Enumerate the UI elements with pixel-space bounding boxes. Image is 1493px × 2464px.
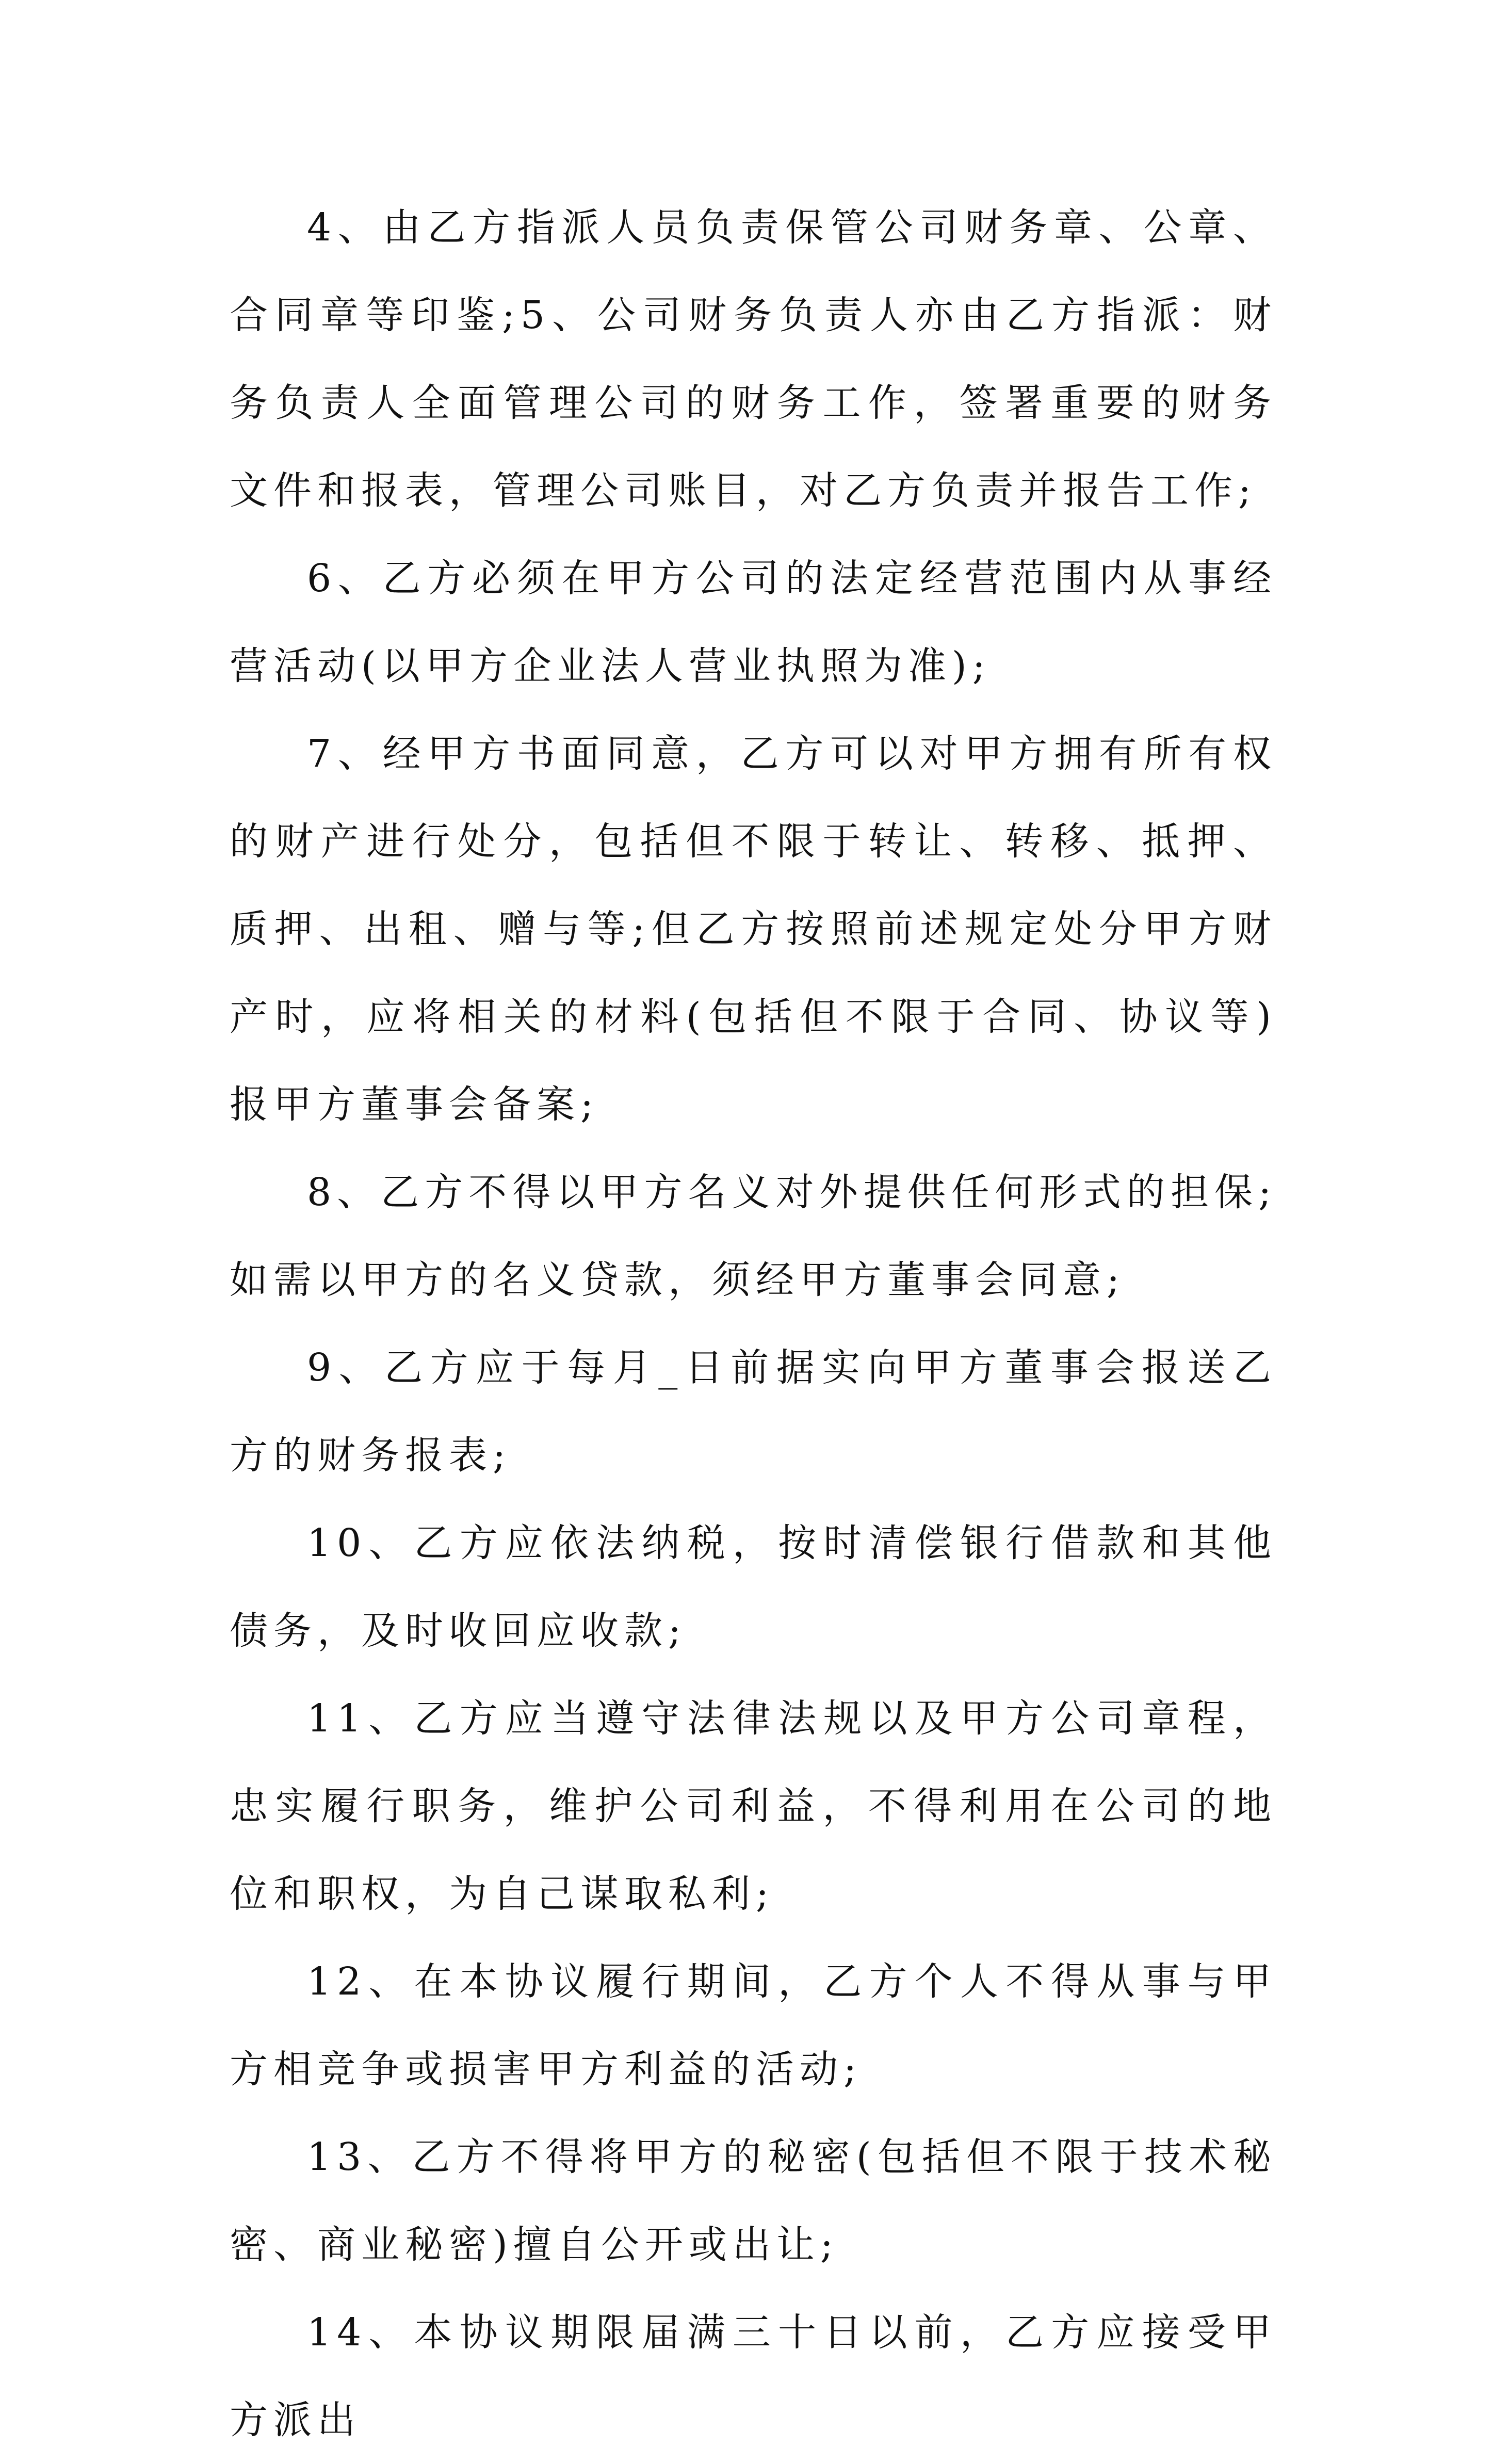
clause-7: 7、经甲方书面同意，乙方可以对甲方拥有所有权的财产进行处分，包括但不限于转让、转移、抵押、质押、出租、赠与等;但乙方按照前述规定处分甲方财产时，应将相关的材料(包括但不限于合同、协议等)报甲方董事会备案; [230,732,1277,1127]
clause-4-5: 4、由乙方指派人员负责保管公司财务章、公章、合同章等印鉴;5、公司财务负责人亦由乙方指派：财务负责人全面管理公司的财务工作，签署重要的财务文件和报表，管理公司账目，对乙方负责并报告工作; [230,205,1277,513]
clause-9: 9、乙方应于每月_日前据实向甲方董事会报送乙方的财务报表; [230,1346,1277,1478]
clause-10: 10、乙方应依法纳税，按时清偿银行借款和其他债务，及时收回应收款; [230,1521,1277,1653]
clause-6: 6、乙方必须在甲方公司的法定经营范围内从事经营活动(以甲方企业法人营业执照为准); [230,556,1277,688]
clause-13: 13、乙方不得将甲方的秘密(包括但不限于技术秘密、商业秘密)擅自公开或出让; [230,2135,1277,2267]
document-body [230,184,1277,2464]
clause-11: 11、乙方应当遵守法律法规以及甲方公司章程，忠实履行职务，维护公司利益，不得利用在公司的地位和职权，为自己谋取私利; [230,1696,1277,1916]
clause-12: 12、在本协议履行期间，乙方个人不得从事与甲方相竞争或损害甲方利益的活动; [230,1959,1277,2092]
clause-14: 14、本协议期限届满三十日以前，乙方应接受甲方派出 [230,2310,1277,2442]
clause-8: 8、乙方不得以甲方名义对外提供任何形式的担保;如需以甲方的名义贷款，须经甲方董事会同意; [230,1170,1277,1302]
